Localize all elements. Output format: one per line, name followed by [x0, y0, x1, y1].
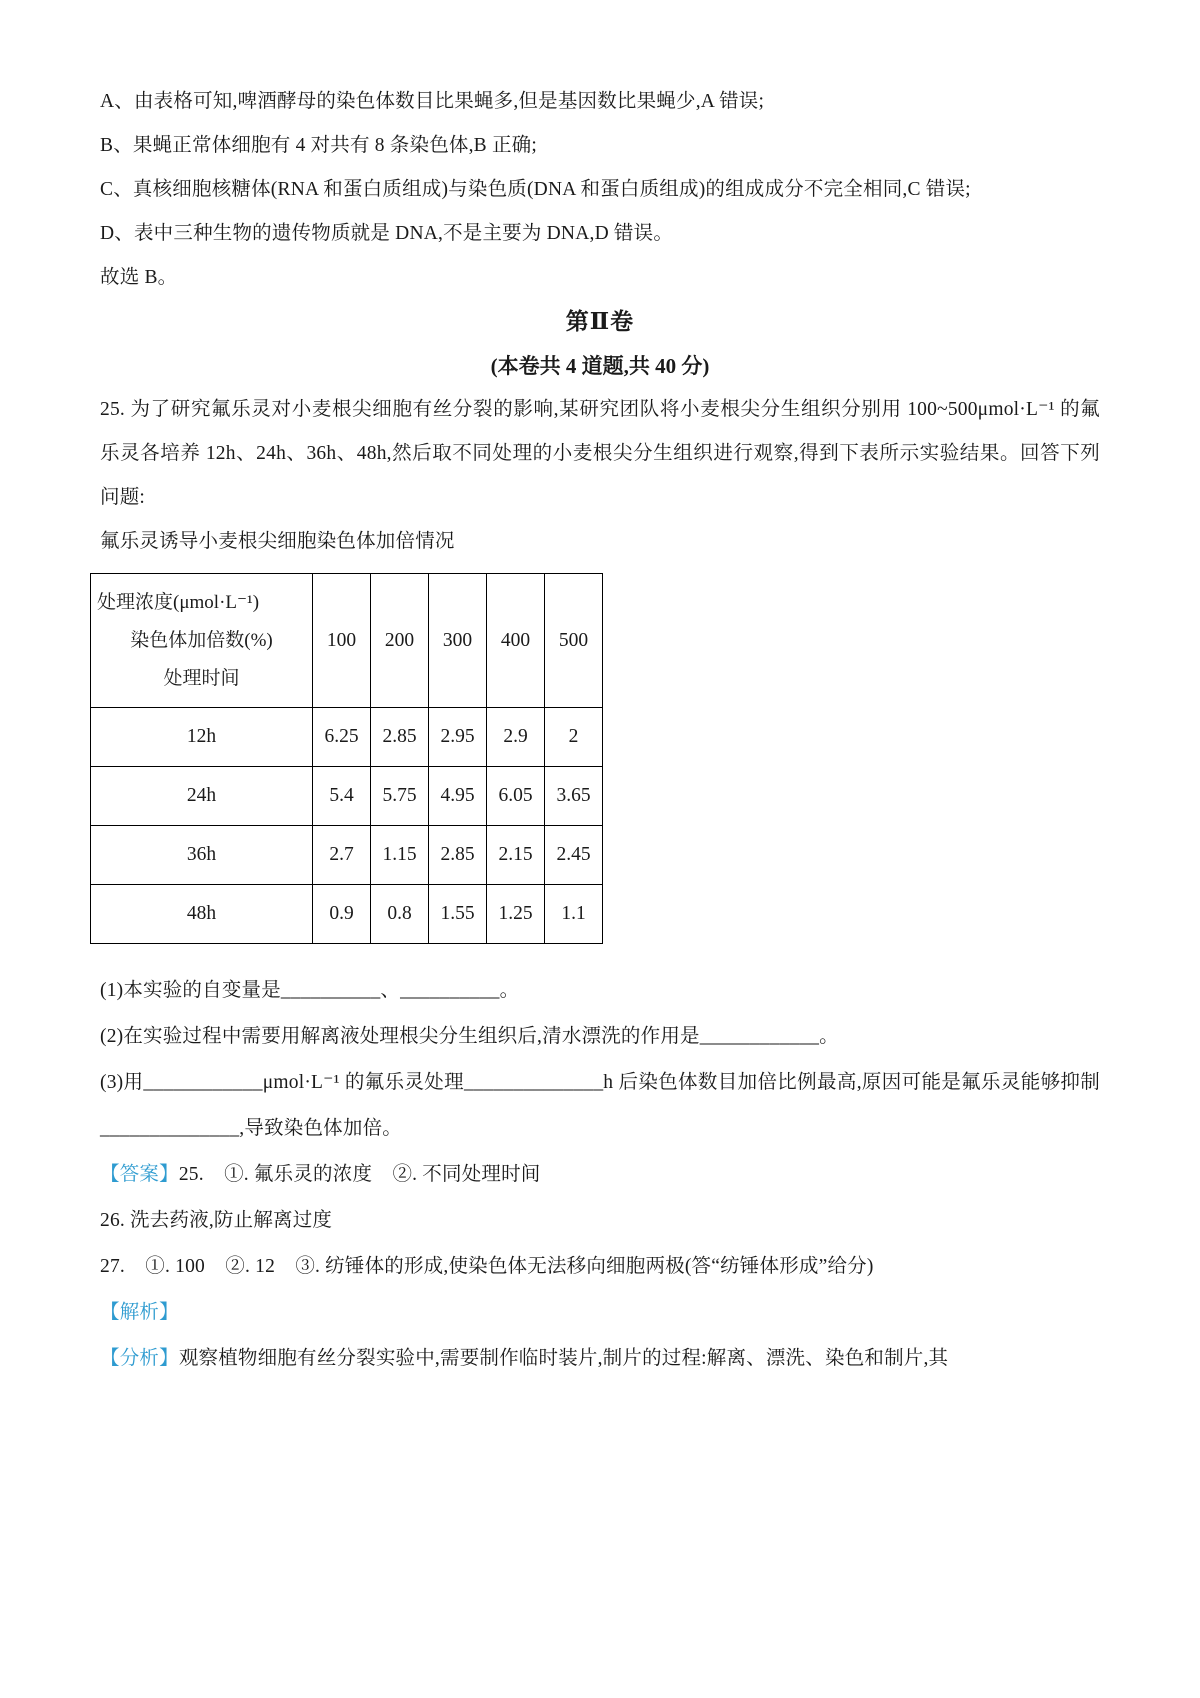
sub-question-1: (1)本实验的自变量是__________、__________。 — [100, 980, 520, 1001]
sub-question-3: (3)用____________μmol·L⁻¹ 的氟乐灵处理______________h 后染色体数目加倍比例最高,原因可能是氟乐灵能够抑制______________,导致染色体加倍。 — [100, 1072, 1100, 1139]
table-cell: 3.65 — [545, 767, 603, 826]
analysis-option-d: D、表中三种生物的遗传物质就是 DNA,不是主要为 DNA,D 错误。 — [100, 223, 674, 244]
question-25-stem: 25. 为了研究氟乐灵对小麦根尖细胞有丝分裂的影响,某研究团队将小麦根尖分生组织分别用 100~500μmol·L⁻¹ 的氟乐灵各培养 12h、24h、36h、48h,然后取不同处理的小麦根尖分生组织进行观察,得到下表所示实验结果。回答下列问题: — [100, 399, 1100, 508]
analysis-block — [100, 80, 1100, 300]
analysis-option-b: B、果蝇正常体细胞有 4 对共有 8 条染色体,B 正确; — [100, 135, 537, 156]
row-label: 12h — [91, 708, 313, 767]
table-caption: 氟乐灵诱导小麦根尖细胞染色体加倍情况 — [100, 531, 455, 552]
table-cell: 0.9 — [313, 885, 371, 944]
section-title: 第Ⅱ卷 — [565, 309, 635, 334]
chromosome-doubling-table — [90, 573, 603, 944]
col-header-300: 300 — [429, 574, 487, 708]
table-cell: 5.75 — [371, 767, 429, 826]
table-cell: 0.8 — [371, 885, 429, 944]
table-cell: 2.45 — [545, 826, 603, 885]
answer-line-26: 26. 洗去药液,防止解离过度 — [100, 1210, 333, 1231]
answer-25-text: 25. ①. 氟乐灵的浓度 ②. 不同处理时间 — [178, 1164, 541, 1185]
fenxi-text: 观察植物细胞有丝分裂实验中,需要制作临时装片,制片的过程:解离、漂洗、染色和制片,其 — [178, 1348, 949, 1369]
corner-time-label: 处理时间 — [163, 667, 240, 689]
table-cell: 6.05 — [487, 767, 545, 826]
table-row-36h — [91, 826, 603, 885]
col-header-200: 200 — [371, 574, 429, 708]
table-corner-cell — [91, 574, 313, 708]
table-header-row — [91, 574, 603, 708]
table-cell: 5.4 — [313, 767, 371, 826]
table-cell: 2 — [545, 708, 603, 767]
col-header-100: 100 — [313, 574, 371, 708]
table-cell: 6.25 — [313, 708, 371, 767]
jiexi-label-line — [100, 1290, 1100, 1336]
table-cell: 1.15 — [371, 826, 429, 885]
table-cell: 2.7 — [313, 826, 371, 885]
table-cell: 2.9 — [487, 708, 545, 767]
row-label: 24h — [91, 767, 313, 826]
answer-line-27: 27. ①. 100 ②. 12 ③. 纺锤体的形成,使染色体无法移向细胞两极(答“纺锤体形成”给分) — [100, 1256, 874, 1277]
table-row-12h — [91, 708, 603, 767]
analysis-conclusion: 故选 B。 — [100, 267, 178, 288]
corner-doubling-label: 染色体加倍数(%) — [130, 629, 273, 651]
table-cell: 4.95 — [429, 767, 487, 826]
table-cell: 2.85 — [429, 826, 487, 885]
sub-question-2: (2)在实验过程中需要用解离液处理根尖分生组织后,清水漂洗的作用是____________。 — [100, 1026, 839, 1047]
table-row-48h — [91, 885, 603, 944]
fenxi-line — [100, 1336, 1100, 1382]
table-cell: 2.15 — [487, 826, 545, 885]
table-cell: 1.25 — [487, 885, 545, 944]
analysis-option-a: A、由表格可知,啤酒酵母的染色体数目比果蝇多,但是基因数比果蝇少,A 错误; — [100, 91, 765, 112]
answer-label: 【答案】 — [100, 1164, 179, 1185]
col-header-500: 500 — [545, 574, 603, 708]
jiexi-label: 【解析】 — [100, 1302, 179, 1323]
row-label: 36h — [91, 826, 313, 885]
corner-concentration-label: 处理浓度(μmol·L⁻¹) — [97, 591, 260, 613]
col-header-400: 400 — [487, 574, 545, 708]
table-row-24h — [91, 767, 603, 826]
table-cell: 1.55 — [429, 885, 487, 944]
table-cell: 2.85 — [371, 708, 429, 767]
fenxi-label: 【分析】 — [100, 1348, 179, 1369]
section-subtitle: (本卷共 4 道题,共 40 分) — [490, 354, 710, 378]
analysis-option-c: C、真核细胞核糖体(RNA 和蛋白质组成)与染色质(DNA 和蛋白质组成)的组成成分不完全相同,C 错误; — [100, 179, 971, 200]
row-label: 48h — [91, 885, 313, 944]
table-cell: 2.95 — [429, 708, 487, 767]
table-cell: 1.1 — [545, 885, 603, 944]
answer-line-25 — [100, 1152, 1100, 1198]
